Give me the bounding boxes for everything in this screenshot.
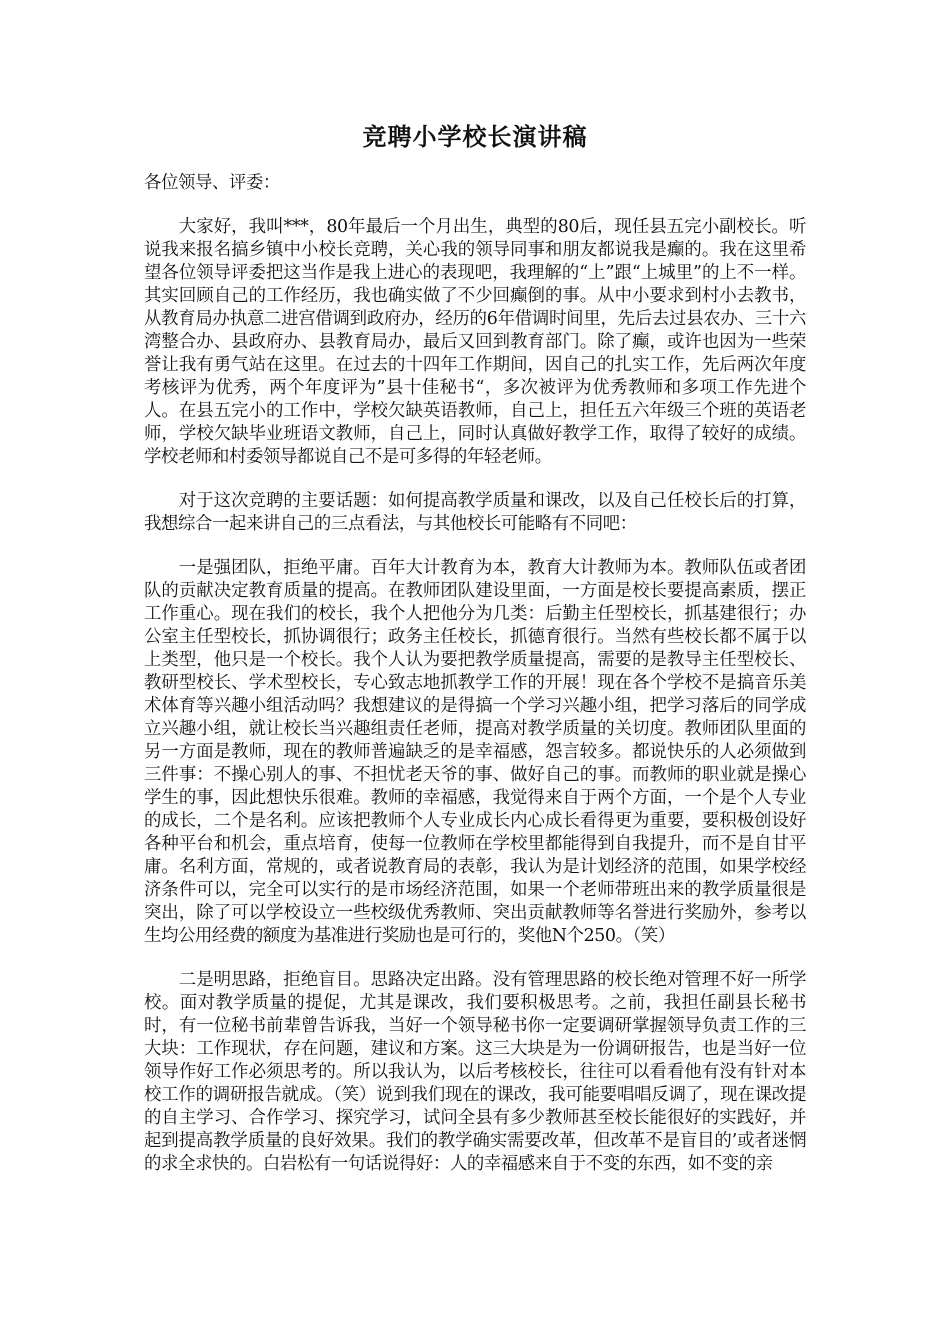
paragraph-topic: 对于这次竞聘的主要话题：如何提高教学质量和课改，以及自己任校长后的打算，我想综合一起来讲自己的三点看法，与其他校长可能略有不同吧： — [144, 491, 806, 534]
document-title: 竞聘小学校长演讲稿 — [362, 122, 588, 151]
paragraph-point-one: 一是强团队，拒绝平庸。百年大计教育为本，教育大计教师为本。教师队伍或者团队的贡献决定教育质量的提高。在教师团队建设里面，一方面是校长要提高素质，摆正工作重心。现在我们的校长，我个人把他分为几类：后勤主任型校长，抓基建很行；办公室主任型校长，抓协调很行；政务主任校长，抓德育很行。当然有些校长都不属于以上类型，他只是一个校长。我个人认为要把教学质量提高，需要的是教导主任型校长、教研型校长、学术型校长，专心致志地抓教学工作的开展！现在各个学校不是搞音乐美术体育等兴趣小组活动吗？我想建议的是得搞一个学习兴趣小组，把学习落后的同学成立兴趣小组，就让校长当兴趣组责任老师，提高对教学质量的关切度。教师团队里面的另一方面是教师，现在的教师普遍缺乏的是幸福感，怨言较多。都说快乐的人必须做到三件事：不操心别人的事、不担忧老天爷的事、做好自己的事。而教师的职业就是操心学生的事，因此想快乐很难。教师的幸福感，我觉得来自于两个方面，一个是个人专业的成长，二个是名利。应该把教师个人专业成长内心成长看得更为重要，要积极创设好各种平台和机会，重点培育，使每一位教师在学校里都能得到自我提升，而不是自甘平庸。名利方面，常规的，或者说教育局的表彰，我认为是计划经济的范围，如果学校经济条件可以，完全可以实行的是市场经济范围，如果一个老师带班出来的教学质量很是突出，除了可以学校设立一些校级优秀教师、突出贡献教师等名誉进行奖励外，参考以生均公用经费的额度为基准进行奖励也是可行的，奖他N个250。（笑） — [144, 558, 806, 946]
paragraph-point-two: 二是明思路，拒绝盲目。思路决定出路。没有管理思路的校长绝对管理不好一所学校。面对教学质量的提促，尤其是课改，我们要积极思考。之前，我担任副县长秘书时，有一位秘书前辈曾告诉我，当好一个领导秘书你一定要调研掌握领导负责工作的三大块：工作现状，存在问题，建议和方案。这三大块是为一份调研报告，也是当好一位领导作好工作必须思考的。所以我认为，以后考核校长，往往可以看看他有没有针对本校工作的调研报告就成。（笑）说到我们现在的课改，我可能要唱唱反调了，现在课改提的自主学习、合作学习、探究学习，试问全县有多少教师甚至校长能很好的实践好，并起到提高教学质量的良好效果。我们的教学确实需要改革，但改革不是盲目的’或者迷惘的求全求快的。白岩松有一句话说得好：人的幸福感来自于不变的东西，如不变的亲 — [144, 970, 806, 1174]
paragraph-introduction: 大家好，我叫***，80年最后一个月出生，典型的80后，现任县五完小副校长。听说我来报名搞乡镇中小校长竞聘，关心我的领导同事和朋友都说我是癫的。我在这里希望各位领导评委把这当作是我上进心的表现吧，我理解的“上”跟“上城里”的上不一样。其实回顾自己的工作经历，我也确实做了不少回癫倒的事。从中小要求到村小去教书，从教育局办执意二进宫借调到政府办，经历的6年借调时间里，先后去过县农办、三十六湾整合办、县政府办、县教育局办，最后又回到教育部门。除了癫，或许也因为一些荣誉让我有勇气站在这里。在过去的十四年工作期间，因自己的扎实工作，先后两次年度考核评为优秀，两个年度评为”县十佳秘书“，多次被评为优秀教师和多项工作先进个人。在县五完小的工作中，学校欠缺英语教师，自己上，担任五六年级三个班的英语老师，学校欠缺毕业班语文教师，自己上，同时认真做好教学工作，取得了较好的成绩。学校老师和村委领导都说自己不是可多得的年轻老师。 — [144, 217, 806, 467]
salutation: 各位领导、评委： — [144, 173, 280, 193]
document-page — [144, 112, 806, 1312]
